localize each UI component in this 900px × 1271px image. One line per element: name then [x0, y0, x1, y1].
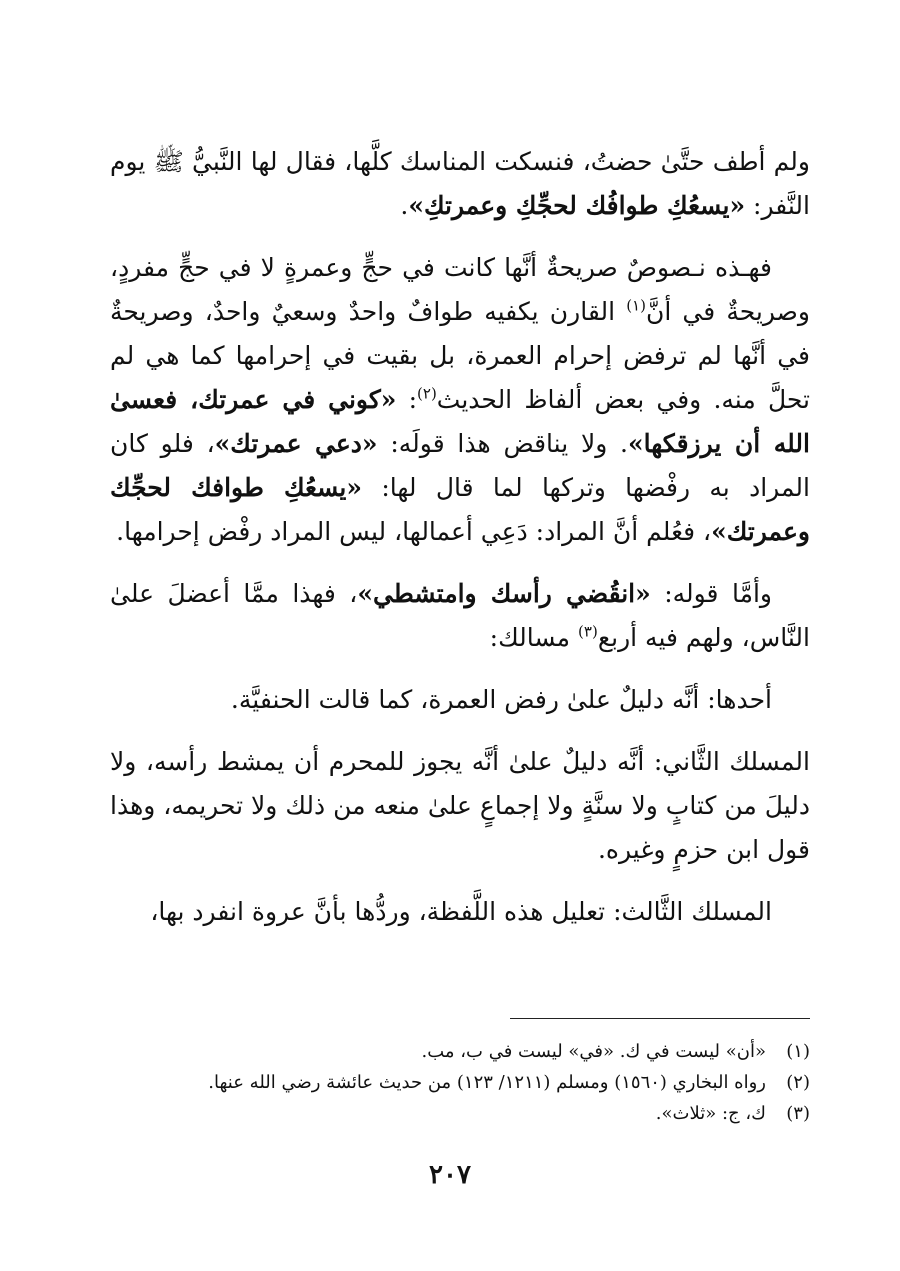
footnote-ref-3: (٣)	[578, 622, 598, 641]
footnote-separator	[510, 1018, 810, 1019]
p3-text-1: وأمَّا قوله:	[650, 579, 772, 608]
footnote-number: (٣)	[786, 1103, 810, 1124]
p1-text-1: ولم أطف حتَّىٰ حضتُ، فنسكت المناسك كلَّها، فقال لها النَّبيُّ ﷺ يوم النَّفر:	[110, 147, 810, 220]
footnote-text: رواه البخاري (١٥٦٠) ومسلم (١٢١١/ ١٢٣) من حديث عائشة رضي الله عنها.	[208, 1072, 766, 1093]
paragraph-1	[110, 140, 810, 228]
page-number: ٢٠٧	[429, 1160, 471, 1190]
paragraph-4: أحدها: أنَّه دليلٌ علىٰ رفض العمرة، كما قالت الحنفيَّة.	[230, 685, 772, 714]
p1-hadith-quote: «يسعُكِ طوافُك لحجِّكِ وعمرتكِ»	[408, 191, 746, 220]
p2-text-5: ، فلو كان المراد به رفْضها وتركها لما قال لها:	[110, 429, 810, 502]
main-text	[110, 140, 810, 952]
footnote-text: «أن» ليست في ك. «في» ليست في ب، مب.	[421, 1041, 766, 1062]
footnote-1	[110, 1036, 810, 1067]
p2-text-1: فهـذه نـصوصٌ صريحةٌ أنَّها كانت في حجٍّ وعمرةٍ لا في حجٍّ مفردٍ، وصريحةٌ في أنَّ	[110, 253, 810, 326]
p2-hadith-quote-1: «كوني في عمرتك، فعسىٰ الله أن يرزقكها»	[110, 385, 810, 458]
p2-text-4: . ولا يناقض هذا قولَه:	[377, 429, 629, 458]
footnote-text: ك، ج: «ثلاث».	[655, 1103, 766, 1124]
footnote-ref-2: (٢)	[417, 384, 437, 403]
footnote-number: (١)	[786, 1041, 810, 1062]
footnote-number: (٢)	[786, 1072, 810, 1093]
footnotes	[110, 1036, 810, 1129]
p3-hadith-quote: «انقُضي رأسك وامتشطي»	[357, 579, 651, 608]
p3-text-2: ، فهذا ممَّا أعضلَ علىٰ النَّاس، ولهم فيه أربع	[110, 579, 810, 652]
paragraph-3	[110, 572, 810, 660]
footnote-3	[110, 1098, 810, 1129]
paragraph-5: المسلك الثَّاني: أنَّه دليلٌ علىٰ أنَّه يجوز للمحرم أن يمشط رأسه، ولا دليلَ من كتابٍ ولا سنَّةٍ ولا إجماعٍ علىٰ منعه من ذلك ولا تحريمه، وهذا قول ابن حزمٍ وغيره.	[110, 747, 810, 864]
p2-hadith-quote-3: «يسعُكِ طوافك لحجِّك وعمرتك»	[110, 473, 810, 546]
paragraph-2	[110, 246, 810, 554]
p2-text-6: ، فعُلم أنَّ المراد: دَعِي أعمالها، ليس المراد رفْض إحرامها.	[116, 517, 712, 546]
paragraph-6: المسلك الثَّالث: تعليل هذه اللَّفظة، وردُّها بأنَّ عروة انفرد بها،	[150, 897, 772, 926]
footnote-2	[110, 1067, 810, 1098]
p1-text-2: .	[400, 191, 409, 220]
footnote-ref-1: (١)	[626, 296, 646, 315]
p2-hadith-quote-2: «دعي عمرتك»	[214, 429, 378, 458]
p2-text-3: :	[396, 385, 418, 414]
p3-text-3: مسالك:	[489, 623, 579, 652]
p2-text-2: القارن يكفيه طوافٌ واحدٌ وسعيٌ واحدٌ، وصريحةٌ في أنَّها لم ترفض إحرام العمرة، بل بقيت في إحرامها كما هي لم تحلَّ منه. وفي بعض ألفاظ الحديث	[110, 297, 810, 414]
